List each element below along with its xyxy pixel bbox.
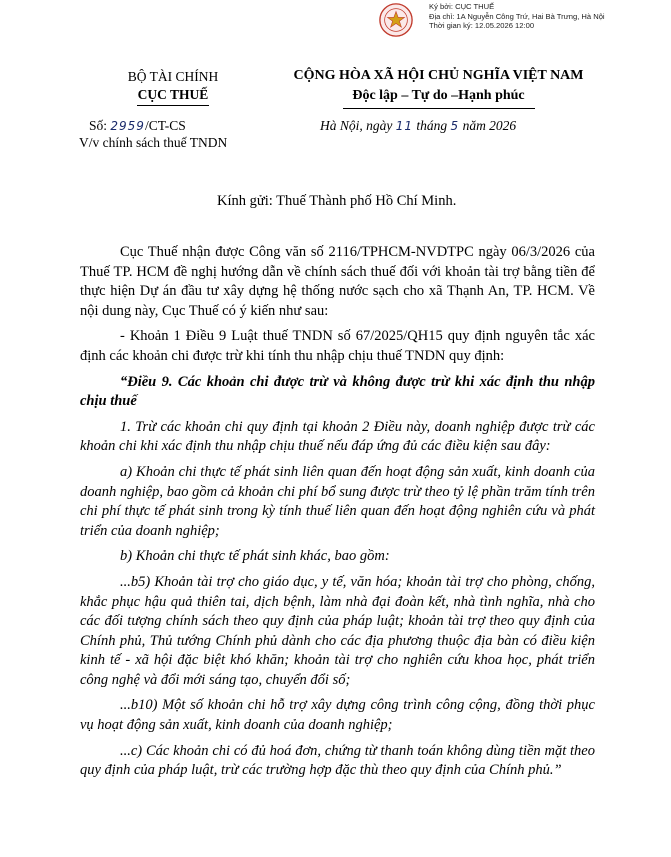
recipient-greeting: Kính gửi: Thuế Thành phố Hồ Chí Minh. bbox=[217, 193, 457, 209]
date-year: năm 2026 bbox=[462, 118, 517, 133]
national-emblem-icon bbox=[377, 2, 415, 38]
date-month-word: tháng bbox=[416, 118, 448, 133]
document-number-suffix: /CT-CS bbox=[144, 118, 186, 133]
document-number-prefix: Số: bbox=[89, 118, 108, 133]
document-number-value: 2959 bbox=[110, 119, 145, 133]
document-subject: V/v chính sách thuế TNDN bbox=[79, 135, 228, 150]
body-clause-c: ...c) Các khoản chi có đủ hoá đơn, chứng từ thanh toán không dùng tiền mặt theo quy định của pháp luật, trừ các trường hợp đặc thù theo quy định của Chính phủ.” bbox=[80, 742, 595, 779]
signature-details bbox=[429, 2, 605, 31]
body-article-heading: “Điều 9. Các khoản chi được trừ và không được trừ khi xác định thu nhập chịu thuế bbox=[80, 373, 595, 410]
date-day: 11 bbox=[395, 119, 414, 133]
body-clause-a: a) Khoản chi thực tế phát sinh liên quan đến hoạt động sản xuất, kinh doanh của doanh nghiệp, bao gồm cả khoản chi phí bổ sung được trừ theo tỷ lệ phần trăm tính trên chi phí thực tế phát sinh trong kỳ tính thuế liên quan đến hoạt động nghiên cứu và phát triển của doanh nghiệp; bbox=[80, 463, 595, 539]
national-motto: Độc lập – Tự do –Hạnh phúc bbox=[352, 88, 525, 103]
body-paragraph-law-reference: - Khoản 1 Điều 9 Luật thuế TNDN số 67/2025/QH15 quy định nguyên tắc xác định các khoản chi được trừ khi tính thu nhập chịu thuế TNDN quy định: bbox=[80, 328, 595, 364]
ministry-name: BỘ TÀI CHÍNH bbox=[127, 69, 219, 84]
agency-name: CỤC THUẾ bbox=[137, 87, 209, 102]
issuing-agency-header bbox=[78, 68, 268, 106]
national-header bbox=[266, 66, 611, 109]
signature-signer: Ký bởi: CỤC THUẾ bbox=[429, 2, 495, 11]
body-clause-1: 1. Trừ các khoản chi quy định tại khoản 2 Điều này, doanh nghiệp được trừ các khoản chi khi xác định thu nhập chịu thuế nếu đáp ứng đủ các điều kiện sau đây: bbox=[80, 418, 595, 455]
date-prefix: Hà Nội, ngày bbox=[320, 118, 393, 133]
document-body bbox=[80, 243, 595, 781]
body-paragraph-intro: Cục Thuế nhận được Công văn số 2116/TPHCM-NVDTPC ngày 06/3/2026 của Thuế TP. HCM đề nghị hướng dẫn về chính sách thuế đối với khoản tài trợ bằng tiền để thực hiện Dự án đầu tư xây dựng hệ thống nước sạch cho xã Thạnh An, TP. HCM. Về nội dung này, Cục Thuế có ý kiến như sau: bbox=[80, 244, 595, 319]
country-name: CỘNG HÒA XÃ HỘI CHỦ NGHĨA VIỆT NAM bbox=[293, 68, 584, 83]
document-number bbox=[89, 117, 186, 135]
document-date bbox=[320, 117, 516, 135]
motto-underline bbox=[343, 108, 535, 109]
agency-underline bbox=[137, 105, 209, 106]
body-clause-b: b) Khoản chi thực tế phát sinh khác, bao gồm: bbox=[120, 548, 390, 565]
body-clause-b10: ...b10) Một số khoản chi hỗ trợ xây dựng công trình công cộng, đồng thời phục vụ hoạt động sản xuất, kinh doanh của doanh nghiệp; bbox=[80, 697, 595, 734]
body-clause-b5: ...b5) Khoản tài trợ cho giáo dục, y tế, văn hóa; khoản tài trợ cho phòng, chống, khắc phục hậu quả thiên tai, dịch bệnh, làm nhà đại đoàn kết, nhà tình nghĩa, nhà cho các đối tượng chính sách theo quy định của pháp luật; khoản tài trợ theo quy định của Chính phủ, Thủ tướng Chính phủ dành cho các địa phương thuộc địa bàn có điều kiện kinh tế - xã hội đặc biệt khó khăn; khoản tài trợ cho nghiên cứu khoa học, phát triển công nghệ và đổi mới sáng tạo, chuyển đổi số; bbox=[80, 573, 595, 688]
digital-signature-stamp bbox=[377, 2, 667, 36]
date-month: 5 bbox=[450, 119, 460, 133]
signature-time: Thời gian ký: 12.05.2026 12:00 bbox=[429, 21, 535, 30]
signature-address: Địa chỉ: 1A Nguyễn Công Trứ, Hai Bà Trưng, Hà Nội bbox=[429, 11, 605, 21]
